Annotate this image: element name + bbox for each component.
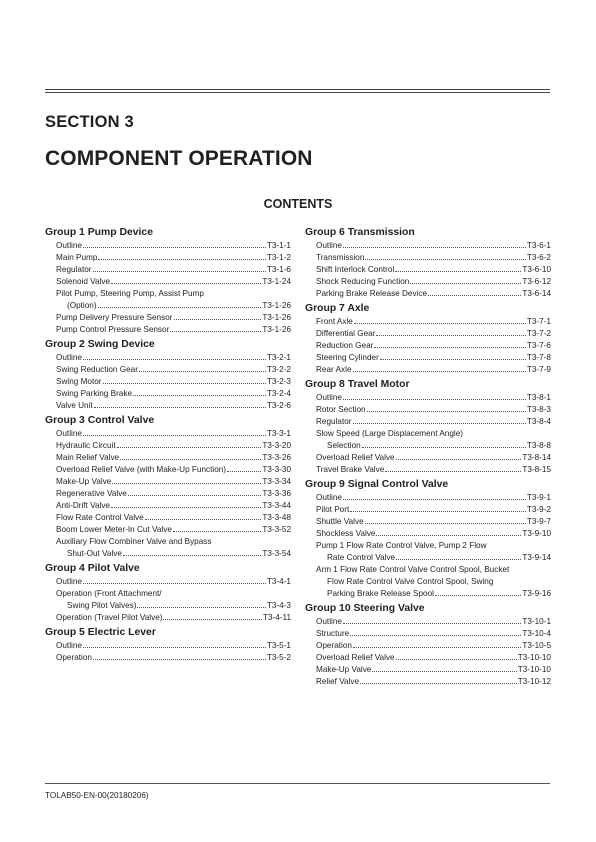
toc-entry[interactable] (305, 288, 551, 300)
toc-page-number: T3-6-14 (522, 289, 551, 298)
toc-entry-line: Auxiliary Flow Combiner Valve and Bypass (56, 537, 212, 546)
toc-group (305, 302, 551, 376)
leader-dots (395, 271, 521, 272)
toc-group (305, 226, 551, 300)
toc-group (45, 562, 291, 624)
contents-heading: CONTENTS (263, 197, 333, 211)
group-title: Group 1 Pump Device (45, 227, 153, 238)
toc-entry[interactable] (305, 364, 551, 376)
toc-entry-title: Front Axle (316, 317, 353, 326)
leader-dots (343, 247, 526, 248)
toc-entry-line: Pilot Pump, Steering Pump, Assist Pump (56, 289, 204, 298)
leader-dots (343, 623, 521, 624)
toc-entry[interactable] (305, 640, 551, 652)
toc-page-number: T3-1-1 (266, 241, 291, 250)
leader-dots (83, 247, 266, 248)
toc-group (305, 378, 551, 476)
toc-page-number: T3-6-12 (522, 277, 551, 286)
toc-page-number: T3-9-16 (522, 589, 551, 598)
toc-entry[interactable] (45, 524, 291, 536)
leader-dots (435, 595, 521, 596)
toc-entry-title: Operation (Travel Pilot Valve) (56, 613, 163, 622)
toc-entry-title: Swing Parking Brake (56, 389, 132, 398)
toc-group (305, 602, 551, 688)
toc-entry-title: Swing Pilot Valves) (67, 601, 137, 610)
toc-entry-title: Shuttle Valve (316, 517, 364, 526)
toc-entry-title: Rear Axle (316, 365, 352, 374)
toc-page-number: T3-10-12 (517, 677, 551, 686)
leader-dots (350, 511, 526, 512)
leader-dots (103, 383, 266, 384)
header-rule (45, 89, 550, 90)
leader-dots (83, 435, 266, 436)
toc-page-number: T3-2-2 (266, 365, 291, 374)
toc-entry[interactable] (45, 600, 291, 612)
toc-entry[interactable] (45, 264, 291, 276)
group-title: Group 7 Axle (305, 303, 370, 314)
leader-dots (94, 407, 266, 408)
toc-entry[interactable] (45, 428, 291, 440)
group-title: Group 5 Electric Lever (45, 627, 156, 638)
toc-entry-title: Swing Motor (56, 377, 102, 386)
toc-entry-title: Make-Up Valve (56, 477, 112, 486)
document-code: TOLAB50-EN-00(20180206) (45, 791, 149, 800)
toc-entry-title: Travel Brake Valve (316, 465, 385, 474)
toc-entry-title: Outline (56, 577, 82, 586)
toc-entry-title: Outline (56, 353, 82, 362)
toc-entry[interactable] (305, 628, 551, 640)
toc-entry[interactable] (45, 500, 291, 512)
toc-page-number: T3-3-36 (262, 489, 291, 498)
toc-entry-title: Regulator (56, 265, 92, 274)
toc-page-number: T3-10-4 (522, 629, 551, 638)
toc-entry-title: Anti-Drift Valve (56, 501, 110, 510)
toc-entry-title: Shockless Valve (316, 529, 376, 538)
toc-entry[interactable] (305, 464, 551, 476)
leader-dots (163, 619, 261, 620)
leader-dots (93, 271, 266, 272)
toc-entry[interactable] (45, 388, 291, 400)
toc-entry[interactable] (45, 276, 291, 288)
toc-entry-title: Pump Delivery Pressure Sensor (56, 313, 173, 322)
leader-dots (111, 507, 261, 508)
toc-entry[interactable] (305, 492, 551, 504)
toc-group (305, 478, 551, 600)
leader-dots (365, 259, 525, 260)
leader-dots (98, 259, 265, 260)
toc-entry-title: Outline (56, 429, 82, 438)
toc-entry-title: Operation (316, 641, 352, 650)
toc-page-number: T3-1-26 (262, 301, 291, 310)
leader-dots (374, 347, 526, 348)
toc-page-number: T3-6-10 (522, 265, 551, 274)
toc-entry[interactable] (45, 312, 291, 324)
leader-dots (376, 535, 521, 536)
toc-page-number: T3-1-2 (266, 253, 291, 262)
leader-dots (353, 423, 526, 424)
toc-entry[interactable] (305, 516, 551, 528)
toc-entry[interactable] (45, 240, 291, 252)
toc-group (45, 338, 291, 412)
section-label: SECTION 3 (45, 113, 134, 131)
leader-dots (83, 583, 266, 584)
toc-page-number: T3-3-26 (262, 453, 291, 462)
toc-entry-title: Operation (56, 653, 92, 662)
toc-page-number: T3-7-2 (526, 329, 551, 338)
toc-entry[interactable] (305, 404, 551, 416)
toc-entry[interactable] (45, 612, 291, 624)
toc-entry[interactable] (305, 340, 551, 352)
toc-entry-title: Steering Cylinder (316, 353, 379, 362)
toc-page-number: T3-7-6 (526, 341, 551, 350)
toc-entry-line: Slow Speed (Large Displacement Angle) (316, 429, 464, 438)
leader-dots (365, 523, 526, 524)
toc-page-number: T3-3-52 (262, 525, 291, 534)
toc-entry[interactable] (305, 552, 551, 564)
toc-page-number: T3-5-2 (266, 653, 291, 662)
toc-entry-line: Pump 1 Flow Rate Control Valve, Pump 2 Flow (316, 541, 487, 550)
toc-page-number: T3-8-4 (526, 417, 551, 426)
toc-entry-line: Flow Rate Control Valve Control Spool, Swing (327, 577, 494, 586)
toc-page-number: T3-2-4 (266, 389, 291, 398)
toc-entry[interactable] (45, 376, 291, 388)
leader-dots (410, 283, 521, 284)
toc-entry[interactable] (45, 300, 291, 312)
toc-page-number: T3-1-24 (262, 277, 291, 286)
toc-page-number: T3-2-6 (266, 401, 291, 410)
leader-dots (385, 471, 521, 472)
leader-dots (83, 647, 266, 648)
toc-entry-title: Parking Brake Release Device (316, 289, 428, 298)
toc-entry-title: Outline (56, 641, 82, 650)
toc-page-number: T3-3-34 (262, 477, 291, 486)
toc-page-number: T3-10-1 (522, 617, 551, 626)
toc-page-number: T3-3-48 (262, 513, 291, 522)
toc-entry-title: Selection (327, 441, 361, 450)
leader-dots (360, 683, 517, 684)
toc-entry-title: Shock Reducing Function (316, 277, 410, 286)
toc-entry-line: Arm 1 Flow Rate Control Valve Control Spool, Bucket (316, 565, 510, 574)
toc-entry-title: Overload Relief Valve (with Make-Up Function) (56, 465, 227, 474)
toc-page-number: T3-6-2 (526, 253, 551, 262)
toc-page-number: T3-7-9 (526, 365, 551, 374)
leader-dots (428, 295, 521, 296)
toc-entry-title: Boom Lower Meter-In Cut Valve (56, 525, 172, 534)
leader-dots (133, 395, 266, 396)
toc-page-number: T3-5-1 (266, 641, 291, 650)
toc-entry[interactable] (45, 452, 291, 464)
toc-entry-title: Main Relief Valve (56, 453, 120, 462)
toc-group (45, 226, 291, 336)
toc-page-number: T3-1-26 (262, 313, 291, 322)
leader-dots (93, 659, 266, 660)
toc-page-number: T3-9-14 (522, 553, 551, 562)
toc-page-number: T3-4-1 (266, 577, 291, 586)
toc-entry-title: Reduction Gear (316, 341, 374, 350)
toc-entry[interactable] (305, 676, 551, 688)
toc-entry-title: Outline (316, 393, 342, 402)
leader-dots (170, 331, 261, 332)
toc-entry[interactable] (305, 452, 551, 464)
toc-entry-title: Relief Valve (316, 677, 360, 686)
toc-entry[interactable] (305, 588, 551, 600)
toc-entry-title: Make-Up Valve (316, 665, 372, 674)
toc-page-number: T3-7-8 (526, 353, 551, 362)
leader-dots (396, 459, 522, 460)
toc-entry[interactable] (45, 512, 291, 524)
group-title: Group 9 Signal Control Valve (305, 479, 449, 490)
toc-entry[interactable] (45, 640, 291, 652)
section-title: COMPONENT OPERATION (45, 147, 313, 170)
leader-dots (350, 635, 521, 636)
toc-entry-title: Overload Relief Valve (316, 653, 395, 662)
leader-dots (227, 471, 261, 472)
toc-entry[interactable] (45, 476, 291, 488)
group-title: Group 2 Swing Device (45, 339, 155, 350)
leader-dots (98, 307, 262, 308)
toc-entry[interactable] (305, 264, 551, 276)
toc-page-number: T3-8-8 (526, 441, 551, 450)
toc-page-number: T3-1-26 (262, 325, 291, 334)
toc-group (45, 626, 291, 664)
toc-entry-title: Rate Control Valve (327, 553, 396, 562)
toc-entry-title: Hydraulic Circuit (56, 441, 116, 450)
leader-dots (343, 499, 526, 500)
toc-entry-title: Structure (316, 629, 350, 638)
toc-entry[interactable] (305, 328, 551, 340)
leader-dots (372, 671, 516, 672)
toc-group (45, 414, 291, 560)
toc-page-number: T3-8-14 (522, 453, 551, 462)
toc-entry-title: Differential Gear (316, 329, 376, 338)
leader-dots (139, 371, 266, 372)
toc-entry-title: Outline (316, 617, 342, 626)
toc-page-number: T3-10-5 (522, 641, 551, 650)
toc-page-number: T3-9-10 (522, 529, 551, 538)
toc-page-number: T3-3-54 (262, 549, 291, 558)
toc-entry[interactable] (45, 440, 291, 452)
toc-entry[interactable] (305, 504, 551, 516)
toc-page-number: T3-7-1 (526, 317, 551, 326)
toc-entry-title: Shift Interlock Control (316, 265, 395, 274)
header-rule-inner (45, 92, 550, 93)
toc-entry[interactable] (305, 392, 551, 404)
toc-page-number: T3-3-20 (262, 441, 291, 450)
toc-page-number: T3-4-11 (262, 613, 291, 622)
toc-entry[interactable] (45, 324, 291, 336)
toc-entry[interactable] (45, 488, 291, 500)
leader-dots (145, 519, 262, 520)
leader-dots (354, 323, 526, 324)
toc-page-number: T3-4-3 (266, 601, 291, 610)
toc-page-number: T3-9-2 (526, 505, 551, 514)
toc-entry-line: Operation (Front Attachment/ (56, 589, 162, 598)
toc-entry-title: Outline (56, 241, 82, 250)
group-title: Group 8 Travel Motor (305, 379, 410, 390)
leader-dots (112, 483, 261, 484)
toc-page-number: T3-1-6 (266, 265, 291, 274)
toc-entry[interactable] (305, 276, 551, 288)
toc-entry-title: Transmission (316, 253, 365, 262)
toc-page-number: T3-8-15 (522, 465, 551, 474)
toc-entry-title: Main Pump (56, 253, 98, 262)
toc-entry[interactable] (305, 352, 551, 364)
toc-entry-title: Regulator (316, 417, 352, 426)
toc-entry[interactable] (45, 464, 291, 476)
toc-entry-title: Valve Unit (56, 401, 93, 410)
toc-page-number: T3-9-7 (526, 517, 551, 526)
toc-entry-title: Rotor Section (316, 405, 366, 414)
toc-page-number: T3-8-3 (526, 405, 551, 414)
footer-rule (45, 783, 550, 784)
toc-entry[interactable] (305, 652, 551, 664)
toc-entry[interactable] (45, 364, 291, 376)
toc-page-number: T3-9-1 (526, 493, 551, 502)
toc-entry-title: Swing Reduction Gear (56, 365, 138, 374)
toc-entry[interactable] (305, 252, 551, 264)
leader-dots (376, 335, 525, 336)
leader-dots (380, 359, 526, 360)
toc-entry-title: Parking Brake Release Spool (327, 589, 434, 598)
toc-page-number: T3-3-1 (266, 429, 291, 438)
leader-dots (367, 411, 526, 412)
toc-page-number: T3-3-44 (262, 501, 291, 510)
toc-entry[interactable] (305, 416, 551, 428)
leader-dots (396, 659, 517, 660)
leader-dots (137, 607, 265, 608)
toc-entry[interactable] (45, 576, 291, 588)
toc-entry[interactable] (45, 548, 291, 560)
toc-entry-title: Pilot Port (316, 505, 350, 514)
leader-dots (362, 447, 526, 448)
toc-page-number: T3-2-3 (266, 377, 291, 386)
leader-dots (128, 495, 261, 496)
toc-column-left (45, 226, 291, 666)
leader-dots (173, 531, 261, 532)
leader-dots (343, 399, 526, 400)
leader-dots (83, 359, 266, 360)
leader-dots (123, 555, 261, 556)
toc-entry-title: Solenoid Valve (56, 277, 111, 286)
leader-dots (353, 371, 526, 372)
toc-page-number: T3-10-10 (517, 653, 551, 662)
group-title: Group 3 Control Valve (45, 415, 155, 426)
leader-dots (111, 283, 261, 284)
toc-entry-title: Outline (316, 493, 342, 502)
toc-entry[interactable] (305, 440, 551, 452)
toc-entry-title: Flow Rate Control Valve (56, 513, 144, 522)
toc-entry[interactable] (45, 252, 291, 264)
toc-page-number: T3-6-1 (526, 241, 551, 250)
toc-entry-title: Outline (316, 241, 342, 250)
leader-dots (396, 559, 521, 560)
toc-column-right (305, 226, 551, 690)
toc-entry[interactable] (45, 400, 291, 412)
toc-entry[interactable] (305, 616, 551, 628)
toc-page-number: T3-2-1 (266, 353, 291, 362)
toc-entry[interactable] (45, 652, 291, 664)
leader-dots (353, 647, 521, 648)
toc-page-number: T3-8-1 (526, 393, 551, 402)
toc-entry[interactable] (305, 316, 551, 328)
leader-dots (120, 459, 261, 460)
toc-entry-title: Overload Relief Valve (316, 453, 395, 462)
toc-entry-title: Pump Control Pressure Sensor (56, 325, 170, 334)
toc-entry-title: (Option) (67, 301, 97, 310)
group-title: Group 4 Pilot Valve (45, 563, 140, 574)
toc-entry[interactable] (305, 528, 551, 540)
toc-page-number: T3-10-10 (517, 665, 551, 674)
toc-page-number: T3-3-30 (262, 465, 291, 474)
toc-entry-title: Regenerative Valve (56, 489, 127, 498)
toc-entry[interactable] (305, 240, 551, 252)
leader-dots (117, 447, 262, 448)
group-title: Group 6 Transmission (305, 227, 415, 238)
toc-entry-title: Shut-Out Valve (67, 549, 122, 558)
toc-entry[interactable] (45, 352, 291, 364)
leader-dots (174, 319, 262, 320)
toc-entry[interactable] (305, 664, 551, 676)
group-title: Group 10 Steering Valve (305, 603, 425, 614)
